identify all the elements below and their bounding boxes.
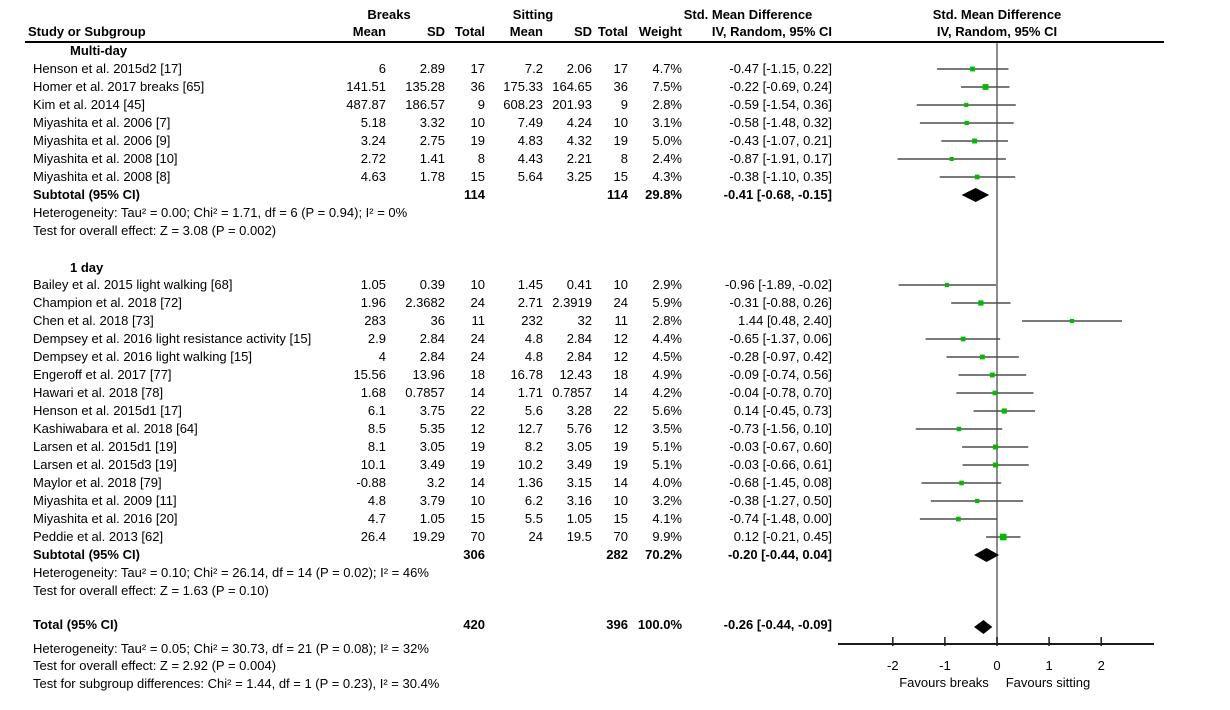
cell-sd2: 3.25 [566,169,592,184]
cell-sd2: 12.43 [559,367,592,382]
cell-ci_text: -0.87 [-1.91, 0.17] [729,151,832,166]
cell-sd2: 3.49 [566,457,592,472]
cell-sd2: 0.41 [566,277,592,292]
study-name: Kashiwabara et al. 2018 [64] [33,421,198,436]
cell-sd1: 3.49 [419,457,445,472]
cell-n2: 15 [613,511,628,526]
cell-ci_text: -0.96 [-1.89, -0.02] [725,277,832,292]
cell-n1: 11 [471,313,485,328]
cell-mean2: 5.6 [524,403,543,418]
cell-mean2: 232 [521,313,543,328]
cell-weight: 4.2% [652,385,682,400]
study-name: Dempsey et al. 2016 light resistance activity [15] [33,331,312,346]
point-estimate-marker [965,121,969,125]
cell-weight: 9.9% [652,529,682,544]
cell-sd2: 3.05 [566,439,592,454]
study-name: Kim et al. 2014 [45] [33,97,146,112]
cell-mean1: 2.9 [367,331,386,346]
cell-weight: 4.7% [652,61,682,76]
point-estimate-marker [957,427,961,431]
cell-n2: 22 [613,403,628,418]
cell-n2: 19 [613,133,628,148]
cell-sd1: 1.78 [419,169,445,184]
cell-ci_text: -0.03 [-0.67, 0.60] [729,439,832,454]
cell-weight: 4.3% [652,169,682,184]
column-header-total-5: Total [597,24,628,39]
column-header-smd-right: Std. Mean Difference [932,7,1062,22]
cell-sd1: 2.84 [419,331,445,346]
cell-n1: 14 [470,475,485,490]
cell-sd1: 1.05 [419,511,445,526]
column-group-sitting: Sitting [512,7,554,22]
axis-tick-label: -1 [939,658,951,673]
cell-sd2: 2.3919 [552,295,592,310]
cell-mean1: 4.8 [367,493,386,508]
cell-n2: 15 [613,169,628,184]
cell-mean2: 4.83 [517,133,543,148]
cell-mean2: 4.43 [517,151,543,166]
cell-sd2: 164.65 [552,79,592,94]
cell-n2: 12 [613,421,628,436]
cell-weight: 2.9% [652,277,682,292]
axis-tick-label: 1 [1045,658,1053,673]
cell-weight: 5.6% [652,403,682,418]
cell-mean2: 5.64 [517,169,543,184]
cell-sd1: 3.75 [419,403,445,418]
cell-mean1: 2.72 [360,151,386,166]
cell-ci_text: -0.28 [-0.97, 0.42] [729,349,832,364]
cell-n2: 11 [614,313,628,328]
cell-sd1: 186.57 [405,97,445,112]
column-header-smd-left: Std. Mean Difference [683,7,813,22]
column-header-method-right: IV, Random, 95% CI [936,24,1058,39]
cell-weight: 5.1% [652,457,682,472]
cell-sd2: 1.05 [566,511,592,526]
cell-weight: 3.1% [652,115,682,130]
study-name: Henson et al. 2015d2 [17] [33,61,182,76]
study-name: Hawari et al. 2018 [78] [33,385,164,400]
cell-n2: 18 [613,367,628,382]
axis-tick-label: 2 [1097,658,1105,673]
cell-sd2: 201.93 [552,97,592,112]
header-rule [25,41,1164,43]
cell-n1: 9 [477,97,485,112]
subtotal-n-breaks: 306 [463,547,485,562]
cell-ci_text: -0.31 [-0.88, 0.26] [729,295,832,310]
cell-sd1: 2.84 [419,349,445,364]
cell-sd1: 3.2 [426,475,445,490]
heterogeneity-line: Heterogeneity: Tau² = 0.00; Chi² = 1.71, df = 6 (P = 0.94); I² = 0% [33,205,408,220]
cell-mean1: 8.1 [367,439,386,454]
cell-mean1: 6 [378,61,386,76]
cell-n2: 9 [620,97,628,112]
cell-mean1: 3.24 [360,133,386,148]
cell-n1: 70 [470,529,485,544]
study-name: Larsen et al. 2015d1 [19] [33,439,177,454]
cell-n2: 36 [613,79,628,94]
study-name: Maylor et al. 2018 [79] [33,475,162,490]
study-name: Champion et al. 2018 [72] [33,295,182,310]
cell-n2: 19 [613,457,628,472]
cell-sd2: 19.5 [566,529,592,544]
cell-mean2: 4.8 [524,349,543,364]
point-estimate-marker [970,67,975,72]
cell-sd2: 3.15 [566,475,592,490]
subgroup-heading: 1 day [70,260,104,275]
cell-mean2: 7.2 [524,61,543,76]
study-name: Henson et al. 2015d1 [17] [33,403,182,418]
cell-n2: 14 [613,385,628,400]
overall-effect-line: Test for overall effect: Z = 3.08 (P = 0.002) [33,223,277,238]
point-estimate-marker [978,300,983,305]
cell-ci_text: -0.38 [-1.10, 0.35] [729,169,832,184]
cell-sd2: 2.84 [566,331,592,346]
cell-n2: 8 [620,151,628,166]
cell-mean1: 15.56 [353,367,386,382]
subtotal-label: Subtotal (95% CI) [33,547,140,562]
cell-mean1: 141.51 [346,79,386,94]
cell-sd1: 36 [430,313,445,328]
cell-mean2: 608.23 [503,97,543,112]
cell-mean2: 24 [528,529,543,544]
study-name: Peddie et al. 2013 [62] [33,529,164,544]
cell-ci_text: -0.59 [-1.54, 0.36] [729,97,832,112]
point-estimate-marker [972,139,977,144]
cell-sd1: 0.39 [419,277,445,292]
study-name: Larsen et al. 2015d3 [19] [33,457,177,472]
cell-mean1: -0.88 [356,475,386,490]
cell-sd2: 3.16 [566,493,592,508]
overall-effect-line: Test for overall effect: Z = 1.63 (P = 0.10) [33,583,269,598]
cell-sd2: 0.7857 [552,385,592,400]
cell-weight: 2.4% [652,151,682,166]
cell-n2: 12 [613,331,628,346]
cell-n1: 24 [470,295,485,310]
cell-mean1: 26.4 [360,529,386,544]
cell-sd1: 5.35 [419,421,445,436]
cell-sd1: 2.89 [419,61,445,76]
cell-mean2: 12.7 [517,421,543,436]
total-diamond [974,620,992,634]
cell-sd1: 19.29 [412,529,445,544]
column-header-sd-1: SD [426,24,445,39]
cell-ci_text: -0.22 [-0.69, 0.24] [729,79,832,94]
column-header-mean-3: Mean [509,24,543,39]
cell-weight: 3.5% [652,421,682,436]
point-estimate-marker [964,103,968,107]
cell-sd2: 4.32 [566,133,592,148]
cell-sd1: 3.32 [419,115,445,130]
cell-sd2: 4.24 [566,115,592,130]
cell-mean2: 2.71 [517,295,543,310]
point-estimate-marker [993,445,998,450]
cell-sd2: 2.21 [566,151,592,166]
cell-ci_text: -0.65 [-1.37, 0.06] [729,331,832,346]
cell-weight: 7.5% [652,79,682,94]
subtotal-weight: 70.2% [645,547,682,562]
cell-n1: 10 [470,493,485,508]
total-n-breaks: 420 [463,617,485,632]
study-name: Bailey et al. 2015 light walking [68] [33,277,233,292]
heterogeneity-line: Heterogeneity: Tau² = 0.10; Chi² = 26.14, df = 14 (P = 0.02); I² = 46% [33,565,429,580]
column-header-total-2: Total [454,24,485,39]
cell-mean2: 10.2 [517,457,543,472]
total-ci: -0.26 [-0.44, -0.09] [723,617,832,632]
cell-ci_text: -0.09 [-0.74, 0.56] [729,367,832,382]
cell-ci_text: -0.58 [-1.48, 0.32] [729,115,832,130]
point-estimate-marker [961,337,966,342]
subtotal-weight: 29.8% [645,187,682,202]
point-estimate-marker [983,84,989,90]
point-estimate-marker [975,499,979,503]
cell-weight: 4.5% [652,349,682,364]
subtotal-ci: -0.41 [-0.68, -0.15] [723,187,832,202]
total-weight: 100.0% [637,617,682,632]
cell-weight: 4.4% [652,331,682,346]
axis-tick-label: -2 [887,658,899,673]
subtotal-label: Subtotal (95% CI) [33,187,140,202]
cell-n1: 8 [477,151,485,166]
cell-sd2: 32 [577,313,592,328]
cell-mean1: 4.63 [360,169,386,184]
subtotal-n-breaks: 114 [464,187,485,202]
cell-mean2: 175.33 [503,79,543,94]
cell-sd1: 2.75 [419,133,445,148]
cell-n1: 15 [470,169,485,184]
cell-mean2: 1.71 [517,385,543,400]
column-header-sd-4: SD [573,24,592,39]
point-estimate-marker [1000,534,1007,541]
cell-sd1: 3.79 [419,493,445,508]
point-estimate-marker [993,463,998,468]
point-estimate-marker [959,481,964,486]
study-name: Miyashita et al. 2006 [9] [33,133,171,148]
cell-sd1: 0.7857 [405,385,445,400]
point-estimate-marker [980,355,985,360]
column-group-breaks: Breaks [367,7,411,22]
cell-ci_text: -0.38 [-1.27, 0.50] [729,493,832,508]
axis-tick-label: 0 [993,658,1001,673]
cell-weight: 4.1% [652,511,682,526]
cell-mean1: 1.96 [360,295,386,310]
cell-mean1: 1.05 [360,277,386,292]
cell-mean1: 8.5 [367,421,386,436]
cell-ci_text: 1.44 [0.48, 2.40] [738,313,832,328]
cell-sd2: 2.06 [566,61,592,76]
subtotal-ci: -0.20 [-0.44, 0.04] [727,547,832,562]
cell-weight: 5.0% [652,133,682,148]
cell-mean2: 7.49 [517,115,543,130]
cell-n1: 17 [470,61,485,76]
cell-n1: 36 [470,79,485,94]
cell-weight: 4.0% [652,475,682,490]
cell-sd1: 3.05 [419,439,445,454]
cell-n1: 19 [470,457,485,472]
cell-ci_text: 0.14 [-0.45, 0.73] [733,403,832,418]
subtotal-diamond [962,188,990,202]
cell-mean2: 1.45 [517,277,543,292]
cell-sd1: 2.3682 [405,295,445,310]
study-name: Miyashita et al. 2016 [20] [33,511,178,526]
cell-mean2: 5.5 [524,511,543,526]
cell-mean2: 16.78 [510,367,543,382]
point-estimate-marker [950,157,954,161]
cell-ci_text: -0.04 [-0.78, 0.70] [729,385,832,400]
study-name: Miyashita et al. 2008 [8] [33,169,171,184]
cell-weight: 5.1% [652,439,682,454]
cell-mean2: 6.2 [524,493,543,508]
cell-weight: 4.9% [652,367,682,382]
cell-n1: 19 [470,133,485,148]
cell-mean1: 10.1 [360,457,386,472]
subtotal-diamond [974,548,999,562]
cell-mean1: 4 [378,349,386,364]
cell-ci_text: -0.68 [-1.45, 0.08] [729,475,832,490]
subgroup-heading: Multi-day [70,43,128,58]
cell-sd2: 3.28 [566,403,592,418]
column-header-mean-0: Mean [352,24,386,39]
cell-mean1: 5.18 [360,115,386,130]
cell-n2: 70 [613,529,628,544]
cell-n2: 10 [613,493,628,508]
cell-weight: 2.8% [652,97,682,112]
cell-n1: 19 [470,439,485,454]
subtotal-n-sitting: 282 [606,547,628,562]
total-label: Total (95% CI) [33,617,118,632]
favours-breaks-label: Favours breaks [899,675,989,690]
cell-mean1: 1.68 [360,385,386,400]
cell-ci_text: 0.12 [-0.21, 0.45] [733,529,832,544]
cell-n1: 24 [470,349,485,364]
cell-ci_text: -0.73 [-1.56, 0.10] [729,421,832,436]
cell-mean1: 487.87 [346,97,386,112]
cell-mean1: 283 [364,313,386,328]
cell-sd1: 13.96 [412,367,445,382]
point-estimate-marker [1002,408,1007,413]
point-estimate-marker [945,283,949,287]
column-header-weight-6: Weight [638,24,682,39]
cell-weight: 2.8% [652,313,682,328]
point-estimate-marker [1070,319,1074,323]
study-name: Dempsey et al. 2016 light walking [15] [33,349,252,364]
cell-n1: 15 [470,511,485,526]
subtotal-n-sitting: 114 [607,187,628,202]
favours-sitting-label: Favours sitting [1005,675,1091,690]
cell-sd2: 5.76 [566,421,592,436]
cell-n1: 18 [470,367,485,382]
cell-n1: 22 [470,403,485,418]
study-name: Engeroff et al. 2017 [77] [33,367,172,382]
cell-n1: 12 [470,421,485,436]
column-header-study: Study or Subgroup [28,24,146,39]
cell-n1: 14 [470,385,485,400]
point-estimate-marker [956,517,961,522]
cell-sd2: 2.84 [566,349,592,364]
cell-mean1: 6.1 [367,403,386,418]
study-name: Chen et al. 2018 [73] [33,313,154,328]
study-name: Miyashita et al. 2006 [7] [33,115,171,130]
study-name: Homer et al. 2017 breaks [65] [33,79,205,94]
cell-n1: 10 [470,277,485,292]
point-estimate-marker [990,373,995,378]
cell-weight: 5.9% [652,295,682,310]
point-estimate-marker [993,391,998,396]
cell-n2: 12 [613,349,628,364]
column-header-method-left: IV, Random, 95% CI [711,24,832,39]
total-overall-effect-line: Test for overall effect: Z = 2.92 (P = 0.004) [33,658,277,673]
cell-ci_text: -0.74 [-1.48, 0.00] [729,511,832,526]
cell-mean2: 8.2 [524,439,543,454]
cell-n1: 10 [470,115,485,130]
cell-mean2: 4.8 [524,331,543,346]
cell-n2: 10 [613,115,628,130]
cell-n2: 17 [613,61,628,76]
cell-ci_text: -0.47 [-1.15, 0.22] [729,61,832,76]
study-name: Miyashita et al. 2008 [10] [33,151,178,166]
cell-mean1: 4.7 [367,511,386,526]
cell-ci_text: -0.43 [-1.07, 0.21] [729,133,832,148]
cell-n1: 24 [470,331,485,346]
cell-n2: 19 [613,439,628,454]
cell-n2: 10 [613,277,628,292]
total-n-sitting: 396 [606,617,628,632]
point-estimate-marker [975,175,980,180]
study-name: Miyashita et al. 2009 [11] [33,493,177,508]
cell-n2: 14 [613,475,628,490]
cell-sd1: 135.28 [405,79,445,94]
cell-n2: 24 [613,295,628,310]
total-heterogeneity-line: Heterogeneity: Tau² = 0.05; Chi² = 30.73, df = 21 (P = 0.08); I² = 32% [33,641,429,656]
cell-sd1: 1.41 [419,151,445,166]
cell-mean2: 1.36 [517,475,543,490]
cell-ci_text: -0.03 [-0.66, 0.61] [729,457,832,472]
cell-weight: 3.2% [652,493,682,508]
subgroup-differences-line: Test for subgroup differences: Chi² = 1.44, df = 1 (P = 0.23), I² = 30.4% [33,676,440,691]
